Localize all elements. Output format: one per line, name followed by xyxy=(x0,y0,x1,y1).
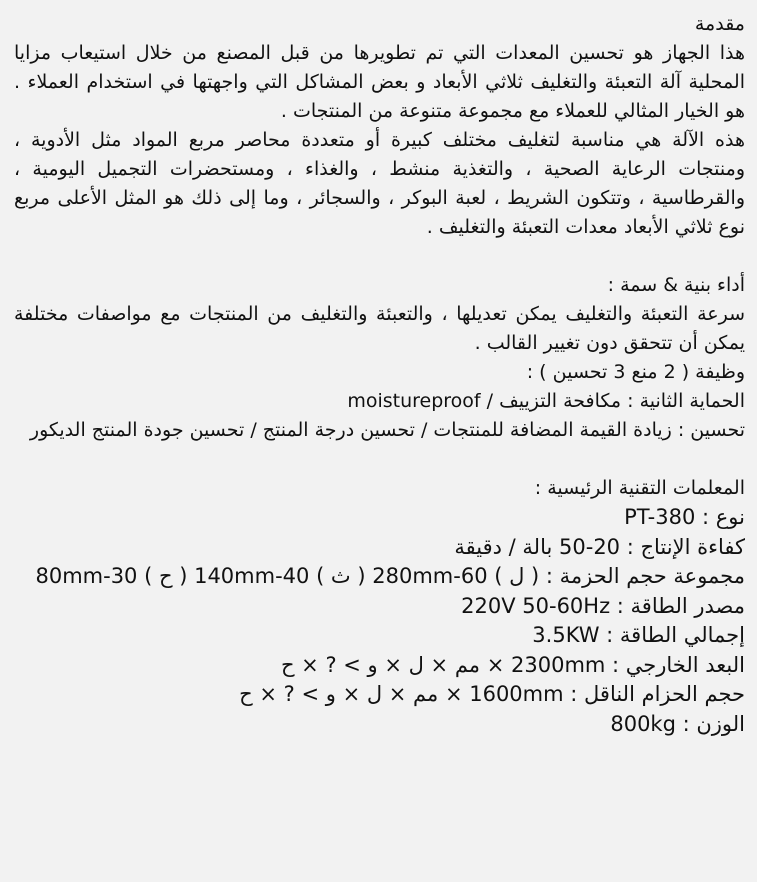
spec-efficiency: كفاءة الإنتاج : 20-50 بالة / دقيقة xyxy=(454,534,745,559)
intro-paragraph: هذا الجهاز هو تحسين المعدات التي تم تطويرها من قبل المصنع من خلال استيعاب مزايا المحلية آلة التعبئة والتغليف ثلاثي الأبعاد و بعض المشاكل التي واجهتها في استخدام العملاء . هو الخيار المثالي للعملاء مع مجموعة متنوعة من المنتجات . xyxy=(14,42,745,122)
performance-paragraph: سرعة التعبئة والتغليف يمكن تعديلها ، والتعبئة والتغليف من المنتجات مع مواصفات مختلفة يمكن أن تتحقق دون تغيير القالب . xyxy=(14,303,745,354)
spec-conveyor-size: حجم الحزام الناقل : 1600mm × مم × ل × و > ? × ح xyxy=(239,682,745,706)
performance-heading: أداء بنية & سمة : xyxy=(607,274,745,296)
usage-paragraph: هذه الآلة هي مناسبة لتغليف مختلف كبيرة أو متعددة محاصر مربع المواد مثل الأدوية ، ومنتجات الرعاية الصحية ، والتغذية منشط ، والغذاء ، ومستحضرات التجميل اليومية ، والقرطاسية ، وتتكون الشريط ، لعبة البوكر ، والسجائر ، وما إلى ذلك هو المثل الأعلى مربع نوع ثلاثي الأبعاد معدات التعبئة والتغليف . xyxy=(14,129,745,238)
intro-heading: مقدمة xyxy=(694,13,745,35)
section-gap xyxy=(14,242,745,271)
section-gap xyxy=(14,445,745,474)
spec-external-dimensions: البعد الخارجي : 2300mm × مم × ل × و > ? × ح xyxy=(280,652,745,677)
spec-weight: الوزن : 800kg xyxy=(610,711,745,736)
improvement-line: تحسين : زيادة القيمة المضافة للمنتجات / تحسين درجة المنتج / تحسين جودة المنتج الديكور xyxy=(29,419,745,441)
function-line: وظيفة ( 2 منع 3 تحسين ) : xyxy=(526,361,745,383)
spec-power-source: مصدر الطاقة : 220V 50-60Hz xyxy=(461,593,745,618)
spec-total-power: إجمالي الطاقة : 3.5KW xyxy=(532,623,745,647)
protection-line: الحماية الثانية : مكافحة التزييف / moistureproof xyxy=(347,390,745,412)
spec-bundle-size: مجموعة حجم الحزمة : ( ل ) 60-280mm ( ث ) 40-140mm ( ح ) 30-80mm xyxy=(35,564,745,588)
specs-heading: المعلمات التقنية الرئيسية : xyxy=(534,477,745,499)
spec-model: نوع : PT-380 xyxy=(624,505,745,529)
